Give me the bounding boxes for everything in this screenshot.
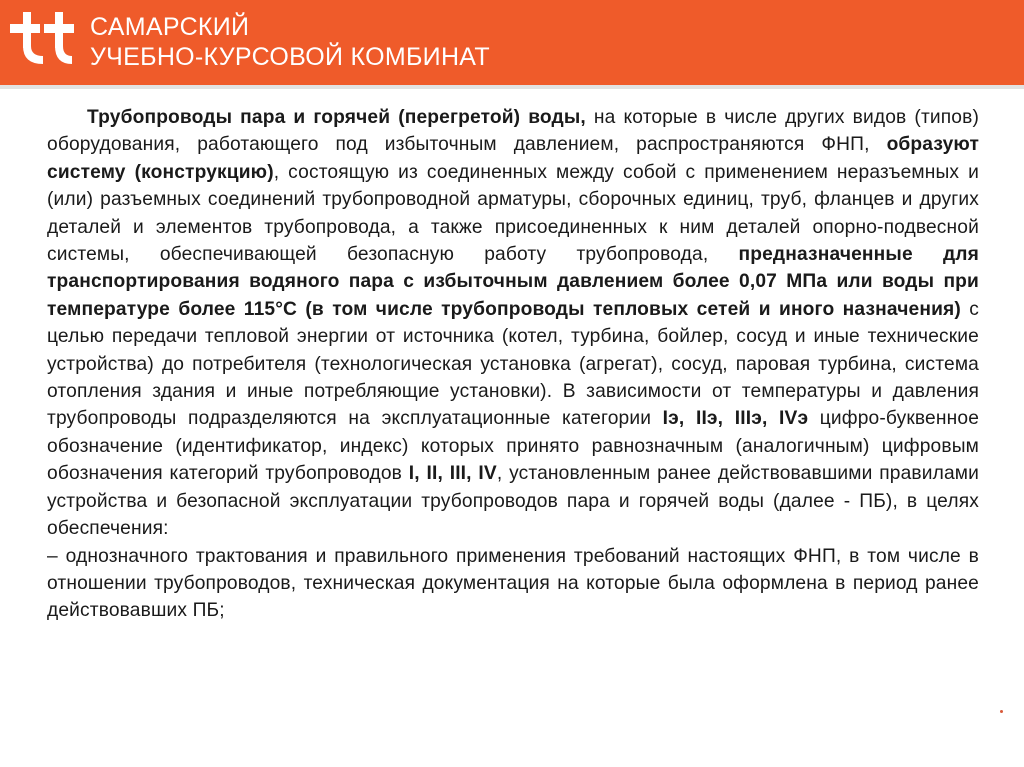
text-bold: Трубопроводы пара и горячей (перегретой) воды, bbox=[87, 107, 586, 128]
company-logo-icon bbox=[10, 10, 76, 72]
text-bold: образуют систему (конструкцию) bbox=[47, 134, 979, 183]
paragraph-2: – однозначного трактования и правильного применения требований настоящих ФНП, в том числе в отношении трубопроводов, техническая документация на которые была оформлена в период ранее действовавших ПБ; bbox=[47, 545, 979, 622]
text-run: цифро-буквенное обозначение (идентификатор, индекс) которых принято равнозначным (аналогичным) цифровым обозначения категорий трубопроводов bbox=[47, 408, 980, 485]
paragraph-1 bbox=[47, 104, 979, 543]
text-run: , установленным ранее действовавшими правилами устройства и безопасной эксплуатации трубопроводов пара и горячей воды (далее - ПБ), в целях обеспечения: bbox=[47, 463, 979, 540]
header-divider bbox=[0, 85, 1024, 89]
text-run: , состоящую из соединенных между собой с применением неразъемных и (или) разъемных соединений трубопроводной арматуры, сборочных единиц, труб, фланцев и других деталей и элементов трубопровода, а также присоединенных к ним деталей опорно-подвесной системы, обеспечивающей безопасную работу трубопровода, bbox=[47, 161, 979, 266]
decorative-dot bbox=[1000, 710, 1003, 713]
brand-line-1: САМАРСКИЙ bbox=[90, 13, 250, 41]
brand-name bbox=[90, 13, 490, 71]
text-bold: предназначенные для транспортирования водяного пара с избыточным давлением более 0,07 МПа или воды при температуре более 115°С (в том числе трубопроводы тепловых сетей и иного назначения) bbox=[47, 244, 979, 320]
document-body bbox=[47, 104, 979, 625]
text-run: на которые в числе других видов (типов) оборудования, работающего под избыточным давлением, распространяются ФНП, bbox=[47, 107, 979, 156]
text-bold: Iэ, IIэ, IIIэ, IVэ bbox=[662, 408, 809, 430]
brand-line-2: УЧЕБНО-КУРСОВОЙ КОМБИНАТ bbox=[90, 43, 490, 71]
text-run: с целью передачи тепловой энергии от источника (котел, турбина, бойлер, сосуд и иные технические устройства) до потребителя (технологическая установка (агрегат), сосуд, паровая турбина, система отопления здания и иные потребляющие установки). В зависимости от температуры и давления трубопроводы подразделяются на эксплуатационные категории bbox=[47, 298, 979, 430]
text-bold: I, II, III, IV bbox=[408, 463, 497, 485]
header-bar bbox=[0, 0, 1024, 85]
